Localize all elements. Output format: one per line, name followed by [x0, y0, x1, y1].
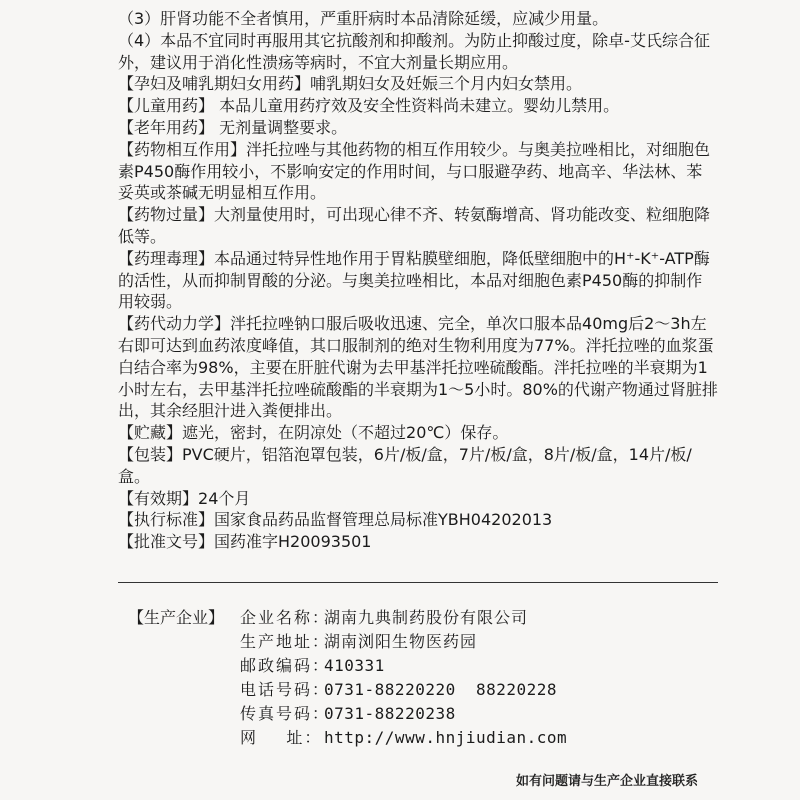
section-text: PVC硬片，铝箔泡罩包装，6片/板/盒，7片/板/盒，8片/板/盒，14片/板/盒。: [118, 444, 692, 486]
manufacturer-row-website: [128, 726, 567, 750]
section-tag: 【包装】: [118, 444, 183, 464]
section-pregnancy: [118, 73, 718, 95]
manufacturer-row-postcode: [128, 654, 567, 678]
manufacturer-heading: 【生产企业】: [128, 608, 225, 627]
section-packaging: [118, 444, 718, 488]
section-text: 泮托拉唑与其他药物的相互作用较少。与奥美拉唑相比，对细胞色素P450酶作用较小，不影响安定的作用时间，与口服避孕药、地高辛、华法林、苯妥英或茶碱无明显相互作用。: [118, 139, 711, 203]
production-address: 湖南浏阳生物医药园: [324, 632, 478, 651]
section-tag: 【药物过量】: [118, 205, 215, 225]
section-text: 遮光，密封，在阴凉处（不超过20℃）保存。: [182, 423, 509, 443]
phone-number: 0731-88220220 88220228: [324, 680, 558, 699]
section-text: 24个月: [198, 488, 251, 508]
manufacturer-row-address: [128, 630, 567, 654]
section-text: （4）本品不宜同时再服用其它抗酸剂和抑酸剂。为防止抑酸过度，除卓-艾氏综合征外，建议用于消化性溃疡等病时，不宜大剂量长期应用。: [118, 30, 710, 72]
field-label: 邮政编码：: [240, 656, 331, 675]
section-tag: 【有效期】: [118, 488, 199, 508]
section-storage: [118, 422, 718, 444]
section-tag: 【儿童用药】: [118, 96, 215, 116]
fax-number: 0731-88220238: [324, 704, 456, 723]
section-interactions: [118, 139, 718, 204]
field-label: 传真号码：: [240, 704, 331, 723]
company-name: 湖南九典制药股份有限公司: [324, 608, 529, 627]
section-tag: 【贮藏】: [118, 423, 183, 443]
row-spacer: [128, 726, 240, 750]
section-approval-number: [118, 531, 718, 553]
contact-footer-note: 如有问题请与生产企业直接联系: [515, 774, 698, 789]
section-children: [118, 95, 718, 117]
section-tag: 【孕妇及哺乳期妇女用药】: [118, 74, 311, 94]
section-text: 国家食品药品监督管理总局标准YBH04202013: [214, 510, 553, 530]
section-tag: 【药代动力学】: [118, 314, 231, 334]
section-text: 本品通过特异性地作用于胃粘膜壁细胞，降低壁细胞中的H⁺-K⁺-ATP酶的活性，从而抑制胃酸的分泌。与奥美拉唑相比，本品对细胞色素P450酶的抑制作用较弱。: [118, 248, 710, 312]
section-text: 本品儿童用药疗效及安全性资料尚未建立。婴幼儿禁用。: [219, 96, 620, 116]
section-overdose: [118, 204, 718, 248]
row-spacer: [128, 678, 240, 702]
manufacturer-row-name: [128, 606, 567, 630]
field-label: 生产地址：: [240, 632, 331, 651]
section-tag: 【批准文号】: [118, 532, 215, 552]
section-caution-3: [118, 8, 718, 30]
row-spacer: [128, 654, 240, 678]
section-elderly: [118, 117, 718, 139]
section-tag: 【药理毒理】: [118, 248, 215, 268]
leaflet-body: [118, 8, 718, 553]
section-text: 泮托拉唑钠口服后吸收迅速、完全，单次口服本品40mg后2～3h左右即可达到血药浓度峰值，其口服制剂的绝对生物利用度为77%。泮托拉唑的血浆蛋白结合率为98%，主要在肝脏代谢为去甲基泮托拉唑硫酸酯。泮托拉唑的半衰期为1小时左右，去甲基泮托拉唑硫酸酯的半衰期为1～5小时。80%的代谢产物通过肾脏排出，其余经胆汁进入粪便排出。: [118, 314, 718, 421]
section-tag: 【执行标准】: [118, 510, 215, 530]
row-spacer: [128, 630, 240, 654]
section-tag: 【药物相互作用】: [118, 139, 247, 159]
section-pharmacology: [118, 248, 718, 313]
manufacturer-block: [128, 606, 567, 750]
field-label: 电话号码：: [240, 680, 331, 699]
section-text: 大剂量使用时，可出现心律不齐、转氨酶增高、肾功能改变、粒细胞降低等。: [118, 205, 711, 246]
section-standard: [118, 509, 718, 531]
section-text: （3）肝肾功能不全者慎用，严重肝病时本品清除延缓，应减少用量。: [118, 9, 609, 28]
manufacturer-row-phone: [128, 678, 567, 702]
website-link[interactable]: http://www.hnjiudian.com: [324, 728, 568, 747]
row-spacer: [128, 702, 240, 726]
section-pharmacokinetics: [118, 313, 718, 422]
manufacturer-row-fax: [128, 702, 567, 726]
section-text: 国药准字H20093501: [214, 532, 372, 552]
field-label: 企业名称：: [240, 608, 331, 627]
section-text: 哺乳期妇女及妊娠三个月内妇女禁用。: [310, 74, 583, 94]
section-text: 无剂量调整要求。: [219, 117, 348, 137]
field-label: 网 址：: [240, 728, 323, 747]
section-shelf-life: [118, 488, 718, 510]
section-divider: [118, 582, 718, 583]
postal-code: 410331: [324, 656, 385, 675]
section-caution-4: [118, 30, 718, 74]
section-tag: 【老年用药】: [118, 117, 215, 137]
